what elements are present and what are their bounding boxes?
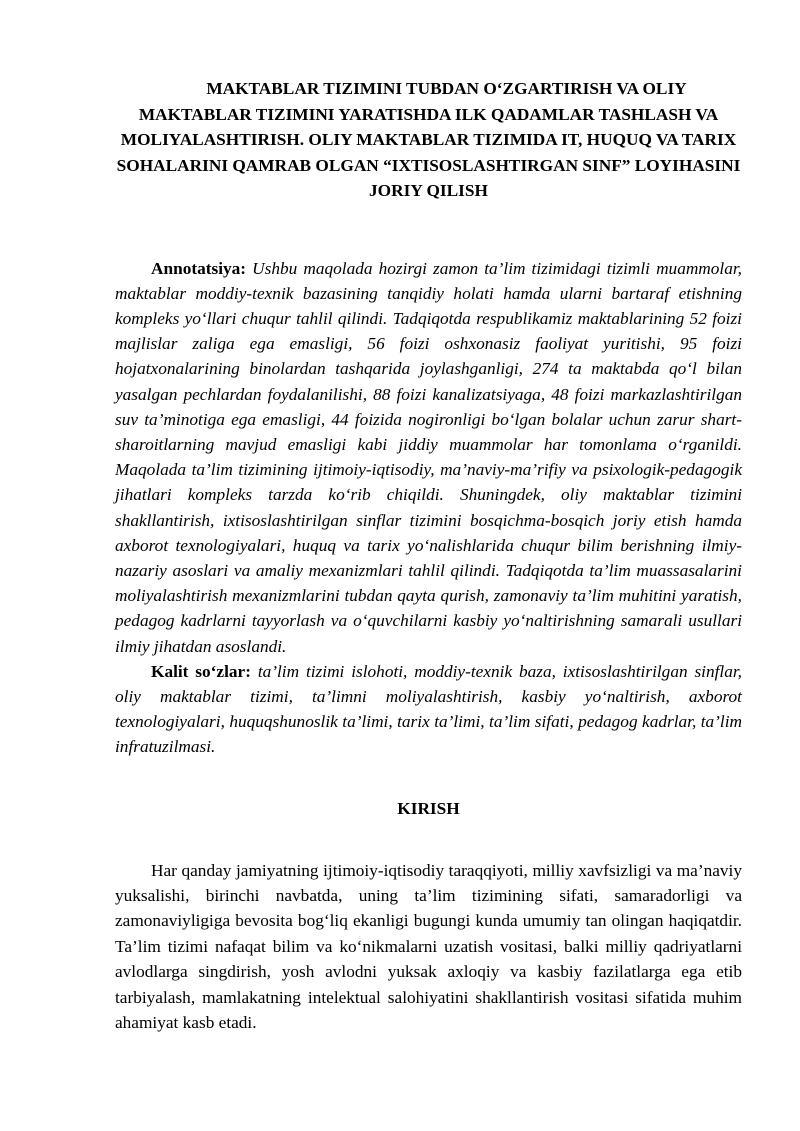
keywords-label: Kalit so‘zlar:: [151, 661, 251, 681]
abstract-label: Annotatsiya:: [151, 258, 247, 278]
keywords-text: ta’lim tizimi islohoti, moddiy-texnik baza, ixtisoslashtirilgan sinflar, oliy maktablar tizimi, ta’limni moliyalashtirish, kasbiy yo‘naltirish, axborot texnologiyalari, huquqshunoslik ta’limi, tarix ta’limi, ta’lim sifati, pedagog kadrlar, ta’lim infratuzilmasi.: [115, 661, 742, 757]
introduction-paragraph: Har qanday jamiyatning ijtimoiy-iqtisodiy taraqqiyoti, milliy xavfsizligi va ma’naviy yuksalishi, birinchi navbatda, uning ta’lim tizimining sifati, samaradorligi va zamonaviyligiga bevosita bog‘liq ekanligi bugungi kunda umumiy tan olingan haqiqatdir. Ta’lim tizimi nafaqat bilim va ko‘nikmalarni uzatish vositasi, balki milliy qadriyatlarni avlodlarga singdirish, yosh avlodni yuksak axloqiy va kasbiy fazilatlarga ega etib tarbiyalash, mamlakatning intelektual salohiyatini shakllantirish vositasi sifatida muhim ahamiyat kasb etadi.: [115, 860, 742, 1032]
section-heading-introduction: KIRISH: [397, 798, 460, 818]
document-page: [115, 76, 742, 1035]
abstract-paragraph: [115, 256, 742, 659]
abstract-text: Ushbu maqolada hozirgi zamon ta’lim tizimidagi tizimli muammolar, maktablar moddiy-texnik bazasining tanqidiy holati hamda ularni bartaraf etishning kompleks yo‘llari chuqur tahlil qilindi. Tadqiqotda respublikamiz maktablarining 52 foizi majlislar zaliga ega emasligi, 56 foizi oshxonasiz faoliyat yuritishi, 95 foizi hojatxonalarining binolardan tashqarida joylashganligi, 274 ta maktabda qo‘l bilan yasalgan pechlardan foydalanilishi, 88 foizi kanalizatsiyaga, 48 foizi markazlashtirilgan suv ta’minotiga ega emasligi, 44 foizida nogironligi bo‘lgan bolalar uchun zarur shart-sharoitlarning mavjud emasligi kabi jiddiy muammolar har tomonlama o‘rganildi. Maqolada ta’lim tizimining ijtimoiy-iqtisodiy, ma’naviy-ma’rifiy va psixologik-pedagogik jihatlari kompleks tarzda ko‘rib chiqildi. Shuningdek, oliy maktablar tizimini shakllantirish, ixtisoslashtirilgan sinflar tizimini bosqichma-bosqich joriy etish hamda axborot texnologiyalari, huquq va tarix yo‘nalishlarida chuqur bilim berishning ilmiy-nazariy asoslari va amaliy mexanizmlari tahlil qilindi. Tadqiqotda ta’lim muassasalarini moliyalashtirish mexanizmlarini tubdan qayta qurish, zamonaviy ta’lim muhitini yaratish, pedagog kadrlarni tayyorlash va o‘quvchilarni kasbiy yo‘naltirishning samarali usullari ilmiy jihatdan asoslandi.: [115, 258, 742, 656]
paper-title: MAKTABLAR TIZIMINI TUBDAN O‘ZGARTIRISH VA OLIY MAKTABLAR TIZIMINI YARATISHDA ILK QADAMLAR TASHLASH VA MOLIYALASHTIRISH. OLIY MAKTABLAR TIZIMIDA IT, HUQUQ VA TARIX SOHALARINI QAMRAB OLGAN “IXTISOSLASHTIRGAN SINF” LOYIHASINI JORIY QILISH: [116, 79, 741, 200]
keywords-paragraph: [115, 659, 742, 760]
